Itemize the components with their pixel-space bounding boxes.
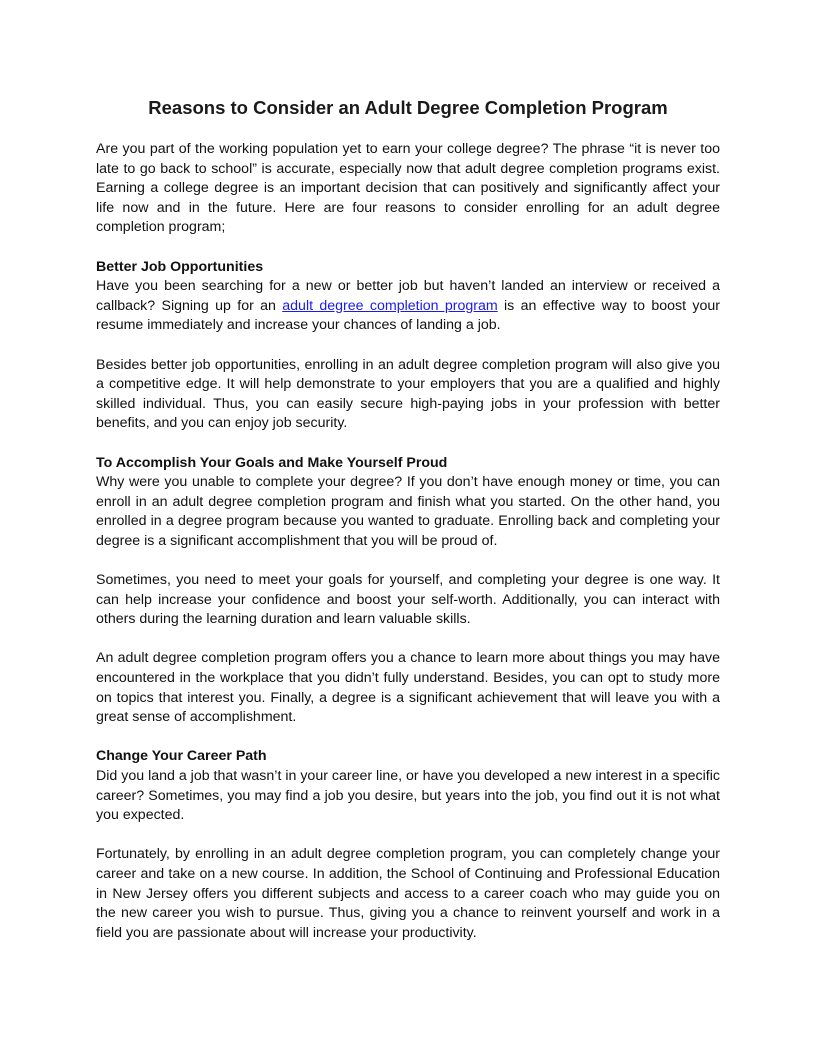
section-better-job — [96, 258, 720, 336]
intro-paragraph: Are you part of the working population yet to earn your college degree? The phrase “it is never too late to go back to school” is accurate, especially now that adult degree completion programs exist. Earning a college degree is an important decision that can positively and significantly affect your life now and in the future. Here are four reasons to consider enrolling for an adult degree completion program; — [96, 141, 720, 236]
adult-degree-program-link[interactable]: adult degree completion program — [282, 297, 498, 314]
document-page — [96, 96, 720, 963]
paragraph-text: Why were you unable to complete your degree? If you don’t have enough money or time, you can enroll in an adult degree completion program and finish what you started. On the other hand, you enrolled in a degree program because you wanted to graduate. Enrolling back and completing your degree is a significant accomplishment that you will be proud of. — [96, 474, 720, 549]
paragraph-text: Did you land a job that wasn’t in your career line, or have you developed a new interest in a specific career? Sometimes, you may find a job you desire, but years into the job, you find out it is not what you expected. — [96, 768, 720, 824]
paragraph: Sometimes, you need to meet your goals for yourself, and completing your degree is one way. It can help increase your confidence and boost your self-worth. Additionally, you can interact with others during the learning duration and learn valuable skills. — [96, 572, 720, 628]
paragraph: An adult degree completion program offers you a chance to learn more about things you may have encountered in the workplace that you didn’t fully understand. Besides, you can opt to study more on topics that interest you. Finally, a degree is a significant achievement that will leave you with a great sense of accomplishment. — [96, 650, 720, 726]
paragraph-text: Have you been searching for a new or better job but haven’t landed an interview or received a callback? Signing up for an — [96, 278, 720, 314]
section-heading: To Accomplish Your Goals and Make Yourself Proud — [96, 454, 448, 471]
section-heading: Better Job Opportunities — [96, 258, 264, 275]
section-accomplish-goals — [96, 454, 720, 552]
section-heading: Change Your Career Path — [96, 748, 267, 765]
section-career-path — [96, 747, 720, 825]
paragraph: Besides better job opportunities, enrolling in an adult degree completion program will also give you a competitive edge. It will help demonstrate to your employers that you are a qualified and highly skilled individual. Thus, you can easily secure high-paying jobs in your profession with better benefits, and you can enjoy job security. — [96, 356, 720, 432]
paragraph: Fortunately, by enrolling in an adult degree completion program, you can completely change your career and take on a new course. In addition, the School of Continuing and Professional Education in New Jersey offers you different subjects and access to a career coach who may guide you on the new career you wish to pursue. Thus, giving you a chance to reinvent yourself and work in a field you are passionate about will increase your productivity. — [96, 846, 720, 941]
paragraph-text: is an effective way to boost your resume immediately and increase your chances of landing a job. — [96, 297, 720, 334]
page-title: Reasons to Consider an Adult Degree Completion Program — [148, 97, 668, 118]
